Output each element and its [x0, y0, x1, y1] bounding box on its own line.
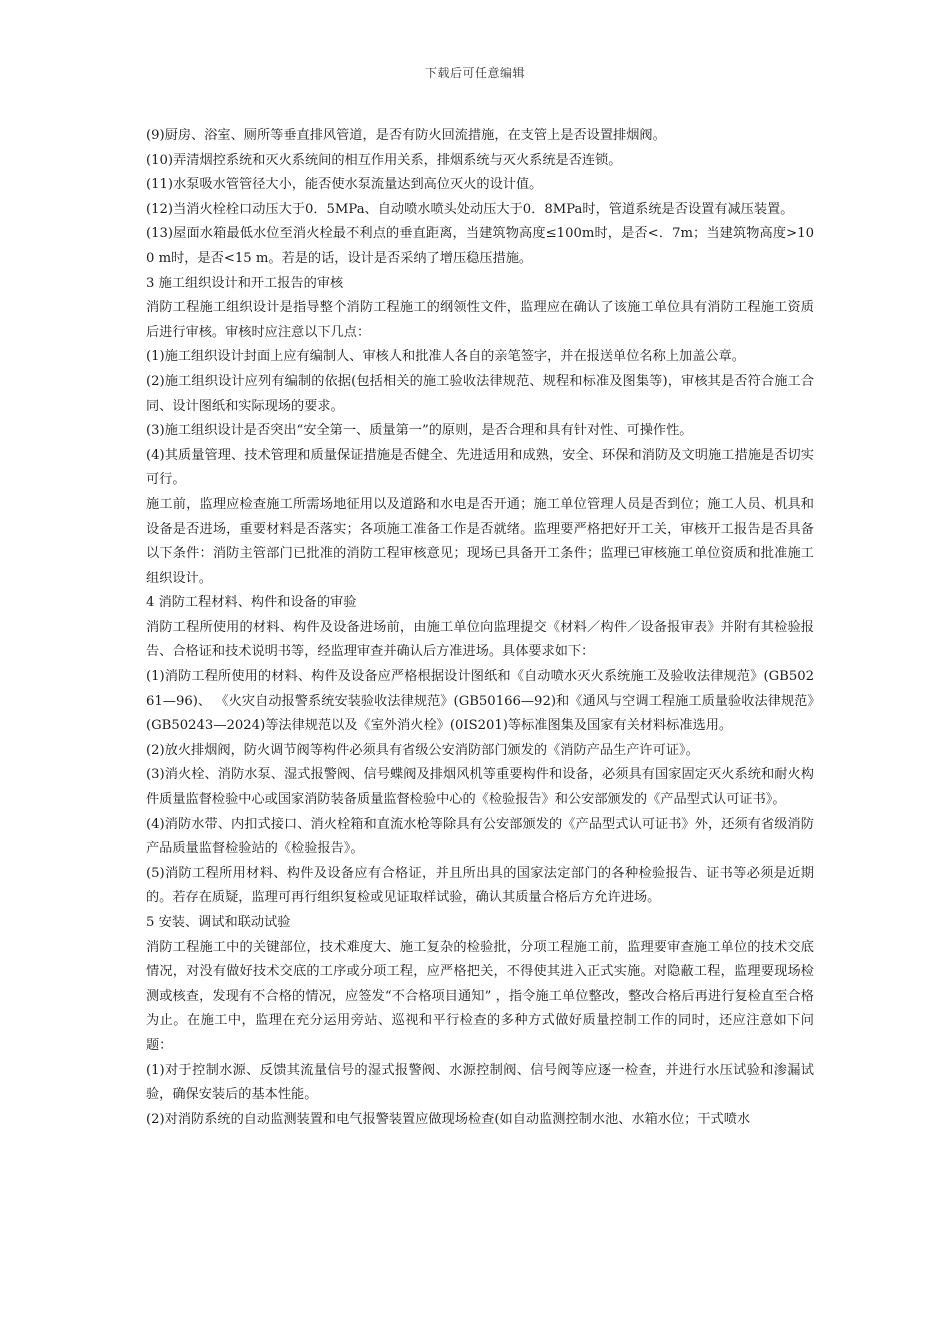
paragraph: 消防工程所使用的材料、构件及设备进场前，由施工单位向监理提交《材料／构件／设备报审表》并附有其检验报告、合格证和技术说明书等，经监理审查并确认后方准进场。具体要求如下： — [146, 619, 814, 660]
paragraph: 消防工程施工中的关键部位，技术难度大、施工复杂的检验批，分项工程施工前，监理要审查施工单位的技术交底情况，对没有做好技术交底的工序或分项工程，应严格把关，不得使其进入正式实施。对隐蔽工程，监理要现场检测或核查，发现有不合格的情况，应签发“不合格项目通知” ，指令施工单位整改，整改合格后再进行复检直至合格为止。在施工中，监理在充分运用旁站、巡视和平行检查的多种方式做好质量控制工作的同时，还应注意如下问题： — [146, 939, 814, 1053]
document-body — [146, 124, 814, 1132]
paragraph: (3)消火栓、消防水泵、湿式报警阀、信号蝶阀及排烟风机等重要构件和设备，必须具有国家固定灭火系统和耐火构件质量监督检验中心或国家消防装备质量监督检验中心的《检验报告》和公安部颁发的《产品型式认可证书》。 — [146, 767, 814, 808]
page-header: 下载后可任意编辑 — [424, 66, 525, 80]
paragraph: (3)施工组织设计是否突出“安全第一、质量第一”的原则，是否合理和具有针对性、可操作性。 — [146, 423, 693, 439]
paragraph: (12)当消火栓栓口动压大于0．5MPa、自动喷水喷头处动压大于0．8MPa时，管道系统是否设置有减压装置。 — [146, 201, 794, 217]
paragraph: (11)水泵吸水管管径大小，能否使水泵流量达到高位灭火的设计值。 — [146, 177, 543, 193]
paragraph: (13)屋面水箱最低水位至消火栓最不利点的垂直距离，当建筑物高度≤100m时，是否<．7m；当建筑物高度>100 m时，是否<15 m。若是的话，设计是否采纳了增压稳压措施。 — [146, 226, 814, 266]
section-heading: 5 安装、调试和联动试验 — [146, 915, 291, 930]
paragraph: (1)施工组织设计封面上应有编制人、审核人和批准人各自的亲笔签字，并在报送单位名称上加盖公章。 — [146, 349, 745, 365]
paragraph: (1)消防工程所使用的材料、构件及设备应严格根据设计图纸和《自动喷水灭火系统施工及验收法律规范》(GB50261—96)、 《火灾自动报警系统安装验收法律规范》(GB50166—92)和《通风与空调工程施工质量验收法律规范》(GB50243—2024)等法律规范以及《室外消火栓》(0IS201)等标准图集及国家有关材料标准选用。 — [146, 669, 814, 734]
paragraph: (9)厨房、浴室、厕所等垂直排风管道，是否有防火回流措施，在支管上是否设置排烟阀。 — [146, 128, 666, 143]
paragraph: (5)消防工程所用材料、构件及设备应有合格证，并且所出具的国家法定部门的各种检验报告、证书等必须是近期的。若存在质疑，监理可再行组织复检或见证取样试验，确认其质量合格后方允许进场。 — [146, 865, 814, 906]
paragraph: (2)放火排烟阀，防火调节阀等构件必须具有省级公安消防部门颁发的《消防产品生产许可证》。 — [146, 742, 699, 758]
section-heading: 3 施工组织设计和开工报告的审核 — [146, 275, 344, 291]
paragraph: 施工前，监理应检查施工所需场地征用以及道路和水电是否开通；施工单位管理人员是否到位；施工人员、机具和设备是否进场，重要材料是否落实；各项施工准备工作是否就绪。监理要严格把好开工关，审核开工报告是否具备以下条件：消防主管部门已批准的消防工程审核意见；现场已具备开工条件；监理已审核施工单位资质和批准施工组织设计。 — [146, 496, 814, 586]
paragraph: (10)弄清烟控系统和灭火系统间的相互作用关系，排烟系统与灭火系统是否连锁。 — [146, 152, 622, 168]
section-heading: 4 消防工程材料、构件和设备的审验 — [146, 595, 357, 611]
paragraph: (4)消防水带、内扣式接口、消火栓箱和直流水枪等除具有公安部颁发的《产品型式认可证书》外，还须有省级消防产品质量监督检验站的《检验报告》。 — [146, 816, 814, 857]
paragraph: 消防工程施工组织设计是指导整个消防工程施工的纲领性文件，监理应在确认了该施工单位具有消防工程施工资质后进行审核。审核时应注意以下几点： — [146, 300, 814, 340]
paragraph: (4)其质量管理、技术管理和质量保证措施是否健全、先进适用和成熟，安全、环保和消防及文明施工措施是否切实可行。 — [146, 447, 814, 488]
paragraph: (2)对消防系统的自动监测装置和电气报警装置应做现场检查(如自动监测控制水池、水箱水位；干式喷水 — [146, 1111, 751, 1127]
paragraph: (1)对于控制水源、反馈其流量信号的湿式报警阀、水源控制阀、信号阀等应逐一检查，并进行水压试验和渗漏试验，确保安装后的基本性能。 — [146, 1062, 814, 1103]
paragraph: (2)施工组织设计应列有编制的依据(包括相关的施工验收法律规范、规程和标准及图集等)，审核其是否符合施工合同、设计图纸和实际现场的要求。 — [146, 373, 814, 414]
